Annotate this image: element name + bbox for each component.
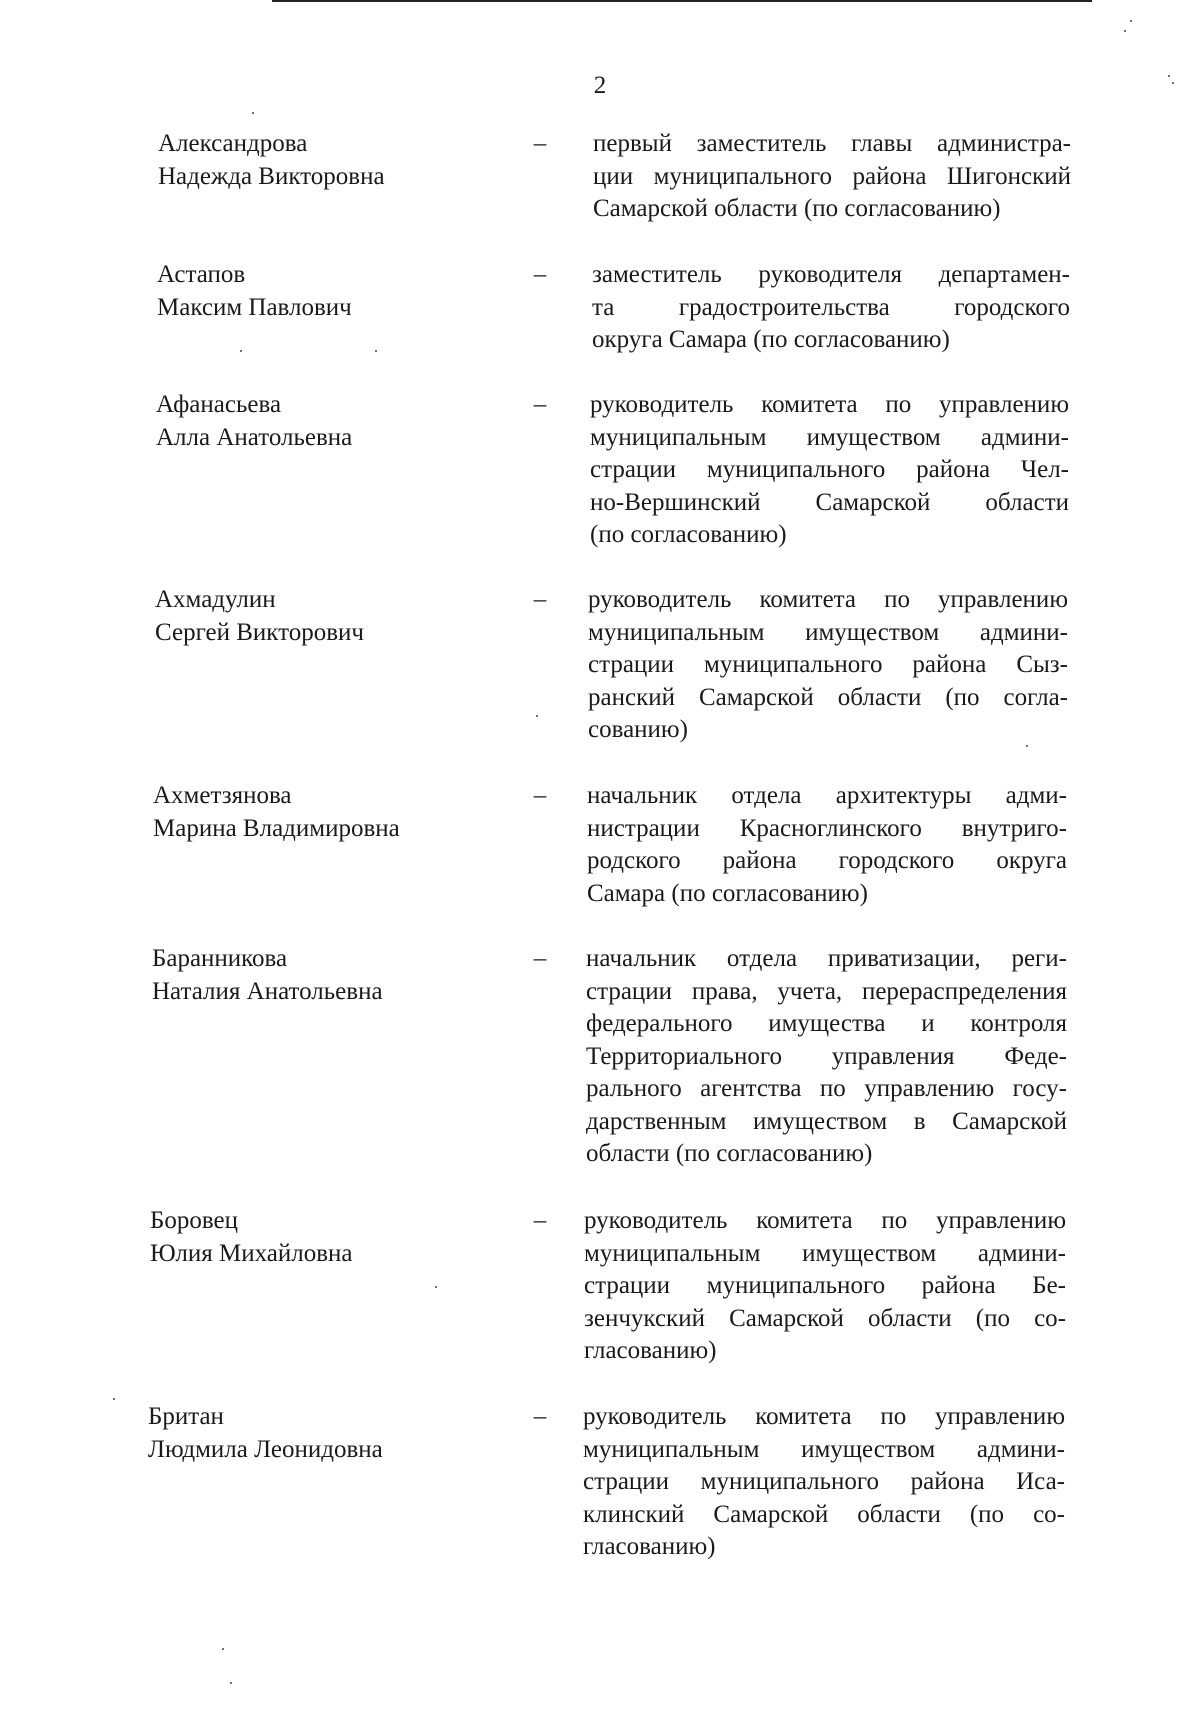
position-line: зенчукский Самарской области (по со-	[584, 1304, 1066, 1332]
dash-separator: –	[533, 261, 547, 288]
position-line: муниципальным имуществом админи-	[588, 618, 1068, 646]
position-line: родского района городского округа	[587, 847, 1067, 874]
position-line: муниципальным имуществом админи-	[590, 423, 1069, 451]
position-line: страции муниципального района Иса-	[583, 1468, 1065, 1495]
position-line: Самарской области (по согласованию)	[593, 195, 1001, 222]
scan-speck	[1130, 20, 1132, 22]
member-name	[150, 1205, 352, 1270]
dash-separator: –	[533, 782, 547, 809]
scan-speck	[230, 1682, 232, 1684]
member-position	[586, 943, 1067, 1171]
position-line: Территориального управления Феде-	[586, 1042, 1067, 1070]
position-line: муниципальным имуществом админи-	[583, 1435, 1065, 1463]
position-line: но-Вершинский Самарской области	[590, 488, 1069, 516]
position-line: гласованию)	[583, 1533, 716, 1560]
member-position	[593, 128, 1071, 226]
dash-separator: –	[533, 391, 547, 418]
scan-speck	[240, 350, 242, 352]
member-given-name: Надежда Викторовна	[158, 162, 385, 190]
position-line: та градостроительства городского	[592, 293, 1070, 321]
position-line: страции права, учета, перераспределения	[586, 977, 1067, 1005]
position-line: клинский Самарской области (по со-	[583, 1500, 1065, 1528]
top-rule	[272, 0, 1092, 2]
scan-speck	[435, 1286, 437, 1288]
member-position	[583, 1401, 1065, 1564]
position-line: муниципальным имуществом админи-	[584, 1239, 1066, 1267]
position-line: ранский Самарской области (по согла-	[588, 683, 1068, 711]
member-given-name: Максим Павлович	[157, 293, 352, 321]
position-line: страции муниципального района Чел-	[590, 456, 1069, 483]
member-surname: Баранникова	[152, 945, 288, 972]
position-line: (по согласованию)	[590, 521, 787, 548]
member-given-name: Сергей Викторович	[155, 618, 364, 646]
member-position	[590, 389, 1069, 552]
scan-speck	[113, 1398, 115, 1400]
dash-separator: –	[533, 586, 547, 613]
member-name	[156, 389, 352, 454]
member-position	[584, 1205, 1066, 1368]
scan-speck	[1124, 30, 1126, 32]
position-line: округа Самара (по согласованию)	[592, 326, 950, 353]
position-line: страции муниципального района Бе-	[584, 1272, 1066, 1299]
position-line: страции муниципального района Сыз-	[588, 651, 1068, 678]
position-line: области (по согласованию)	[586, 1140, 873, 1167]
scan-speck	[375, 350, 377, 352]
member-surname: Ахмадулин	[155, 586, 276, 613]
member-position	[587, 780, 1067, 910]
position-line: гласованию)	[584, 1337, 717, 1364]
member-name	[155, 584, 364, 649]
position-line: федерального имущества и контроля	[586, 1010, 1067, 1037]
position-line: заместитель руководителя департамен-	[592, 261, 1070, 288]
scan-speck	[1168, 75, 1170, 77]
member-surname: Боровец	[150, 1207, 238, 1234]
position-line: сованию)	[588, 716, 688, 743]
position-line: начальник отдела архитектуры адми-	[587, 782, 1067, 809]
member-given-name: Людмила Леонидовна	[148, 1435, 383, 1463]
position-line: рального агентства по управлению госу-	[586, 1075, 1067, 1102]
position-line: ции муниципального района Шигонский	[593, 162, 1071, 190]
member-position	[592, 259, 1070, 357]
position-line: начальник отдела приватизации, реги-	[586, 945, 1067, 972]
member-given-name: Юлия Михайловна	[150, 1239, 353, 1267]
member-surname: Александрова	[158, 130, 308, 157]
position-line: руководитель комитета по управлению	[584, 1207, 1066, 1234]
scan-speck	[252, 112, 254, 114]
position-line: Самара (по согласованию)	[587, 879, 868, 907]
scan-speck	[1172, 82, 1174, 84]
page-number: 2	[593, 72, 607, 99]
member-name	[153, 780, 400, 845]
member-name	[152, 943, 383, 1008]
member-given-name: Наталия Анатольевна	[152, 977, 383, 1005]
position-line: руководитель комитета по управлению	[583, 1403, 1065, 1430]
dash-separator: –	[533, 1403, 547, 1430]
position-line: нистрации Красноглинского внутриго-	[587, 814, 1067, 842]
member-position	[588, 584, 1068, 747]
member-surname: Ахметзянова	[153, 782, 292, 809]
member-surname: Британ	[148, 1403, 224, 1430]
member-name	[157, 259, 352, 324]
member-surname: Афанасьева	[156, 391, 282, 418]
position-line: дарственным имуществом в Самарской	[586, 1107, 1067, 1135]
dash-separator: –	[533, 945, 547, 972]
dash-separator: –	[533, 130, 547, 157]
position-line: руководитель комитета по управлению	[588, 586, 1068, 613]
member-surname: Астапов	[157, 261, 246, 288]
member-given-name: Алла Анатольевна	[156, 423, 353, 451]
scan-speck	[222, 1648, 224, 1650]
member-name	[158, 128, 385, 193]
position-line: первый заместитель главы администра-	[593, 130, 1071, 157]
scan-speck	[536, 715, 538, 717]
dash-separator: –	[533, 1207, 547, 1234]
position-line: руководитель комитета по управлению	[590, 391, 1069, 418]
member-given-name: Марина Владимировна	[153, 814, 400, 842]
member-name	[148, 1401, 383, 1466]
